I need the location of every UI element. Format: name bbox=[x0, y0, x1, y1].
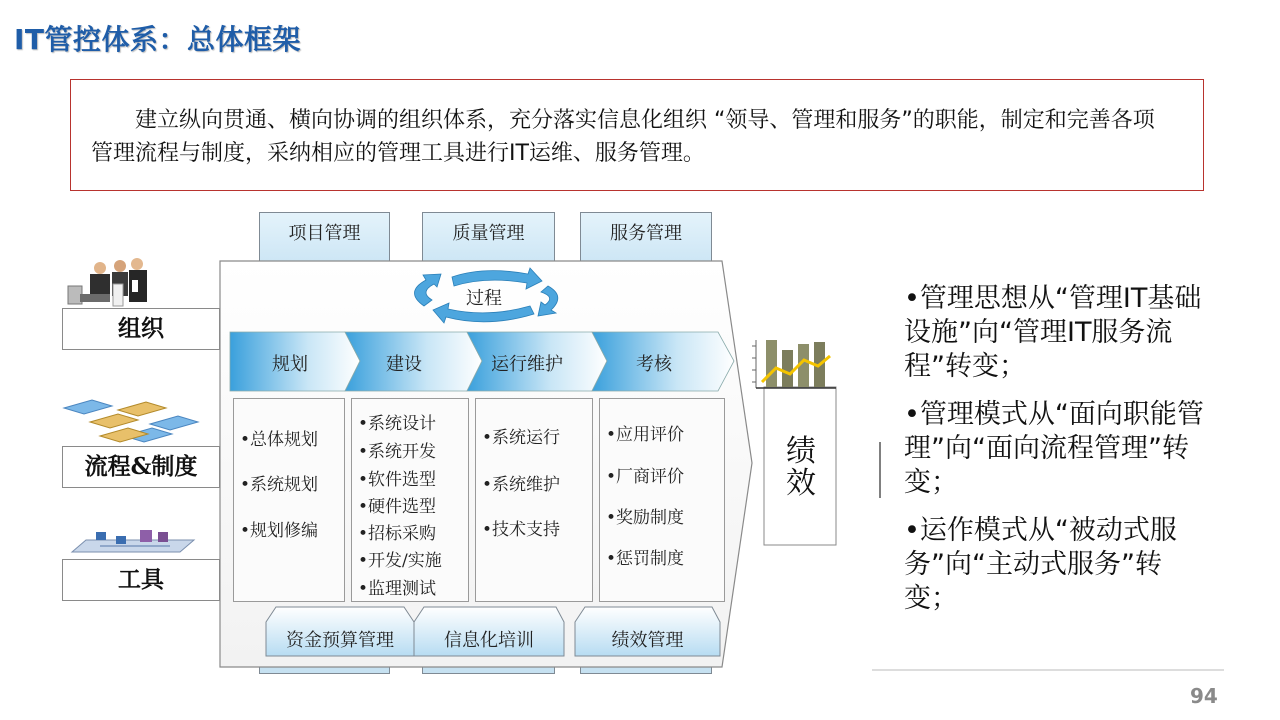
list-item: •硬件选型 bbox=[358, 497, 437, 517]
business-people-image bbox=[68, 258, 147, 306]
bullet-item: •管理模式从“面向职能管理”向“面向流程管理”转变； bbox=[904, 399, 1204, 498]
column-plan bbox=[233, 398, 345, 602]
bottom-label-training: 信息化培训 bbox=[444, 630, 534, 651]
top-box-quality: 质量管理 bbox=[422, 212, 555, 262]
list-item: •系统规划 bbox=[240, 475, 319, 495]
column-build bbox=[351, 398, 469, 602]
list-item: •开发/实施 bbox=[358, 551, 442, 571]
stage-label-operate: 运行维护 bbox=[491, 354, 563, 375]
list-item: •系统开发 bbox=[358, 442, 437, 462]
top-box-project: 项目管理 bbox=[259, 212, 390, 262]
bottom-label-budget: 资金预算管理 bbox=[286, 630, 394, 651]
list-item: •规划修编 bbox=[240, 521, 319, 541]
column-operate bbox=[475, 398, 593, 602]
list-item: •监理测试 bbox=[358, 579, 437, 599]
bottom-label-performance: 绩效管理 bbox=[611, 630, 684, 651]
page-number: 94 bbox=[1190, 684, 1218, 708]
list-item: •惩罚制度 bbox=[606, 549, 685, 569]
list-item: •总体规划 bbox=[240, 430, 319, 450]
bar-chart-icon bbox=[752, 340, 836, 388]
stage-label-build: 建设 bbox=[386, 354, 422, 375]
stage-label-plan: 规划 bbox=[272, 354, 308, 375]
list-item: •技术支持 bbox=[482, 520, 561, 540]
list-item: •应用评价 bbox=[606, 425, 685, 445]
label-process-system: 流程&制度 bbox=[62, 446, 220, 488]
intro-text: 建立纵向贯通、横向协调的组织体系，充分落实信息化组织 “领导、管理和服务”的职能，制定和完善各项管理流程与制度，采纳相应的管理工具进行IT运维、服务管理。 bbox=[91, 108, 1155, 166]
bullet-item: •管理思想从“管理IT基础设施”向“管理IT服务流程”转变； bbox=[904, 283, 1202, 382]
bullet-list bbox=[904, 282, 1204, 630]
list-item: •厂商评价 bbox=[606, 467, 685, 487]
list-item: •系统设计 bbox=[358, 414, 437, 434]
label-tools: 工具 bbox=[62, 559, 220, 601]
list-item: •软件选型 bbox=[358, 470, 437, 490]
list-item: •系统维护 bbox=[482, 475, 561, 495]
column-assess bbox=[599, 398, 725, 602]
stage-label-assess: 考核 bbox=[636, 354, 672, 375]
network-tool-image bbox=[72, 530, 194, 552]
list-item: •系统运行 bbox=[482, 428, 561, 448]
list-item: •奖励制度 bbox=[606, 508, 685, 528]
process-label: 过程 bbox=[466, 288, 502, 309]
label-organization: 组织 bbox=[62, 308, 220, 350]
performance-label: 绩效 bbox=[786, 434, 816, 501]
process-flow-image bbox=[64, 400, 198, 442]
list-item: •招标采购 bbox=[358, 524, 437, 544]
page-title: IT管控体系：总体框架 bbox=[14, 23, 302, 56]
bullet-item: •运作模式从“被动式服务”向“主动式服务”转变； bbox=[904, 515, 1177, 614]
top-box-service: 服务管理 bbox=[580, 212, 712, 262]
